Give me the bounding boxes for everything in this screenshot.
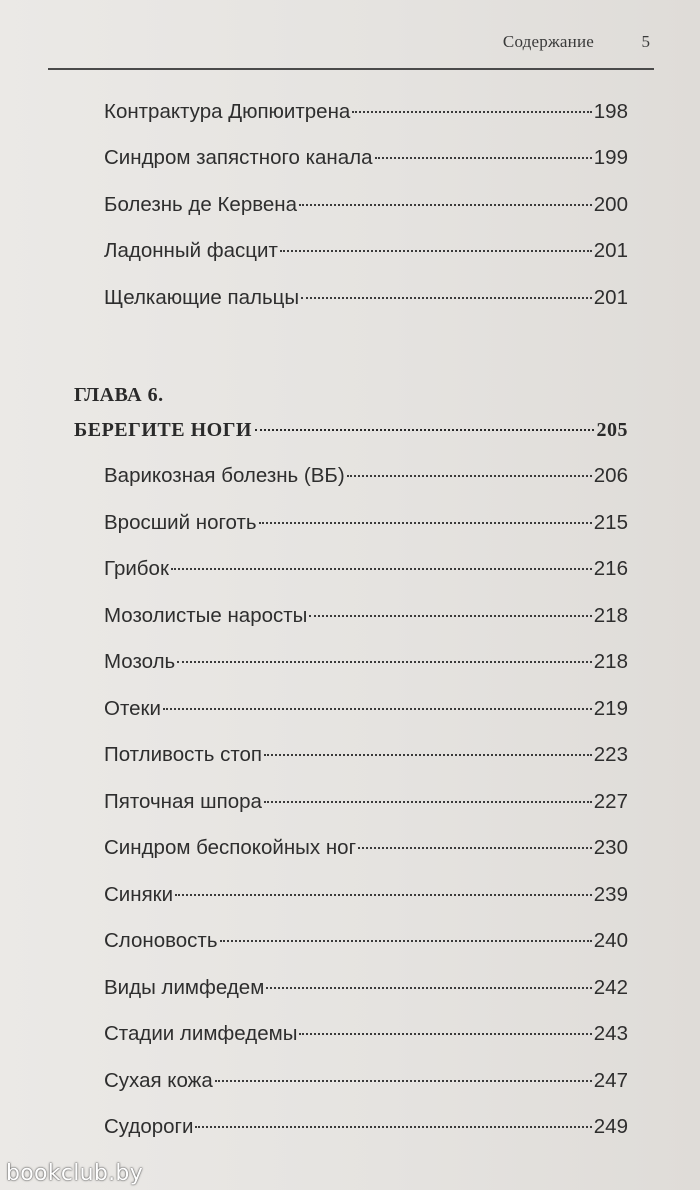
toc-entry-page: 219: [593, 697, 628, 720]
toc-entry-label: Варикозная болезнь (ВБ): [104, 464, 345, 487]
toc-entry-label: Грибок: [104, 557, 169, 580]
toc-entry-label: Судороги: [104, 1115, 194, 1138]
page-header: [48, 30, 654, 70]
toc-entry: [104, 604, 628, 638]
dot-leader: [358, 847, 592, 849]
chapter-page: 205: [596, 419, 628, 441]
toc-entry-label: Контрактура Дюпюитрена: [104, 100, 351, 123]
dot-leader: [375, 157, 592, 159]
toc-entry-label: Виды лимфедем: [104, 976, 265, 999]
toc-entry: [104, 836, 628, 870]
dot-leader: [163, 708, 592, 710]
toc-entry-label: Пяточная шпора: [104, 790, 262, 813]
toc-entry: [104, 239, 628, 273]
toc-entry-page: 243: [593, 1022, 628, 1045]
toc-entry: [104, 557, 628, 591]
dot-leader: [309, 615, 591, 617]
toc-entry-page: 218: [593, 650, 628, 673]
toc-entry-label: Ладонный фасцит: [104, 239, 278, 262]
toc-entry: [104, 1115, 628, 1149]
toc-entry-label: Потливость стоп: [104, 743, 263, 766]
dot-leader: [171, 568, 592, 570]
toc-entry: [104, 193, 628, 227]
toc-entry: [104, 790, 628, 824]
dot-leader: [266, 987, 591, 989]
toc-entry-label: Синдром запястного канала: [104, 146, 373, 169]
toc-entry-page: 242: [593, 976, 628, 999]
toc-entry: [104, 697, 628, 731]
toc-entry-page: 199: [593, 146, 628, 169]
toc-entry-page: 240: [593, 929, 628, 952]
toc-entry: [104, 286, 628, 320]
dot-leader: [264, 801, 592, 803]
toc-entry-page: 206: [593, 464, 628, 487]
dot-leader: [301, 297, 592, 299]
toc-entry-page: 227: [593, 790, 628, 813]
toc-entry: [104, 743, 628, 777]
dot-leader: [175, 894, 592, 896]
toc-entry-label: Вросший ноготь: [104, 511, 257, 534]
toc-entry: [104, 146, 628, 180]
toc-entry-page: 239: [593, 883, 628, 906]
toc-entry-page: 198: [593, 100, 628, 123]
toc-entry-label: Щелкающие пальцы: [104, 286, 300, 309]
chapter-number: ГЛАВА 6.: [74, 384, 164, 406]
toc-entry-label: Стадии лимфедемы: [104, 1022, 298, 1045]
dot-leader: [177, 661, 592, 663]
running-head-title: Содержание: [502, 32, 594, 51]
dot-leader: [255, 429, 594, 431]
toc-entry-label: Мозоль: [104, 650, 176, 673]
dot-leader: [264, 754, 592, 756]
toc-entry-label: Синдром беспокойных ног: [104, 836, 357, 859]
toc-entry-label: Болезнь де Кервена: [104, 193, 297, 216]
toc-entry: [104, 1022, 628, 1056]
toc-entry: [104, 464, 628, 498]
header-rule: [48, 68, 654, 70]
toc-entry-page: 201: [593, 239, 628, 262]
toc-entry: [104, 100, 628, 134]
dot-leader: [280, 250, 592, 252]
toc-entry-page: 201: [593, 286, 628, 309]
toc-entry-label: Синяки: [104, 883, 174, 906]
toc-entry-page: 215: [593, 511, 628, 534]
dot-leader: [352, 111, 591, 113]
toc-entry: [104, 650, 628, 684]
toc-entry-label: Мозолистые наросты: [104, 604, 308, 627]
toc-entry-page: 230: [593, 836, 628, 859]
toc-entry: [104, 929, 628, 963]
dot-leader: [299, 204, 592, 206]
watermark-text: bookclub.by: [6, 1161, 144, 1186]
dot-leader: [259, 522, 592, 524]
dot-leader: [195, 1126, 591, 1128]
chapter-heading: [74, 384, 628, 442]
toc-entry: [104, 511, 628, 545]
dot-leader: [299, 1033, 591, 1035]
toc-entry-label: Отеки: [104, 697, 161, 720]
toc-entry-label: Сухая кожа: [104, 1069, 213, 1092]
toc-entry-page: 216: [593, 557, 628, 580]
dot-leader: [215, 1080, 592, 1082]
toc-entry-page: 249: [593, 1115, 628, 1138]
dot-leader: [347, 475, 592, 477]
toc-entry: [104, 1069, 628, 1103]
dot-leader: [220, 940, 592, 942]
chapter-title: БЕРЕГИТЕ НОГИ: [74, 419, 252, 441]
toc-entry: [104, 883, 628, 917]
toc-entry: [104, 976, 628, 1010]
running-head-page-number: 5: [641, 32, 650, 51]
chapter-title-row: [74, 419, 628, 442]
toc-entry-label: Слоновость: [104, 929, 218, 952]
toc-entry-page: 218: [593, 604, 628, 627]
toc-entry-page: 223: [593, 743, 628, 766]
toc-entry-page: 200: [593, 193, 628, 216]
toc-entry-page: 247: [593, 1069, 628, 1092]
